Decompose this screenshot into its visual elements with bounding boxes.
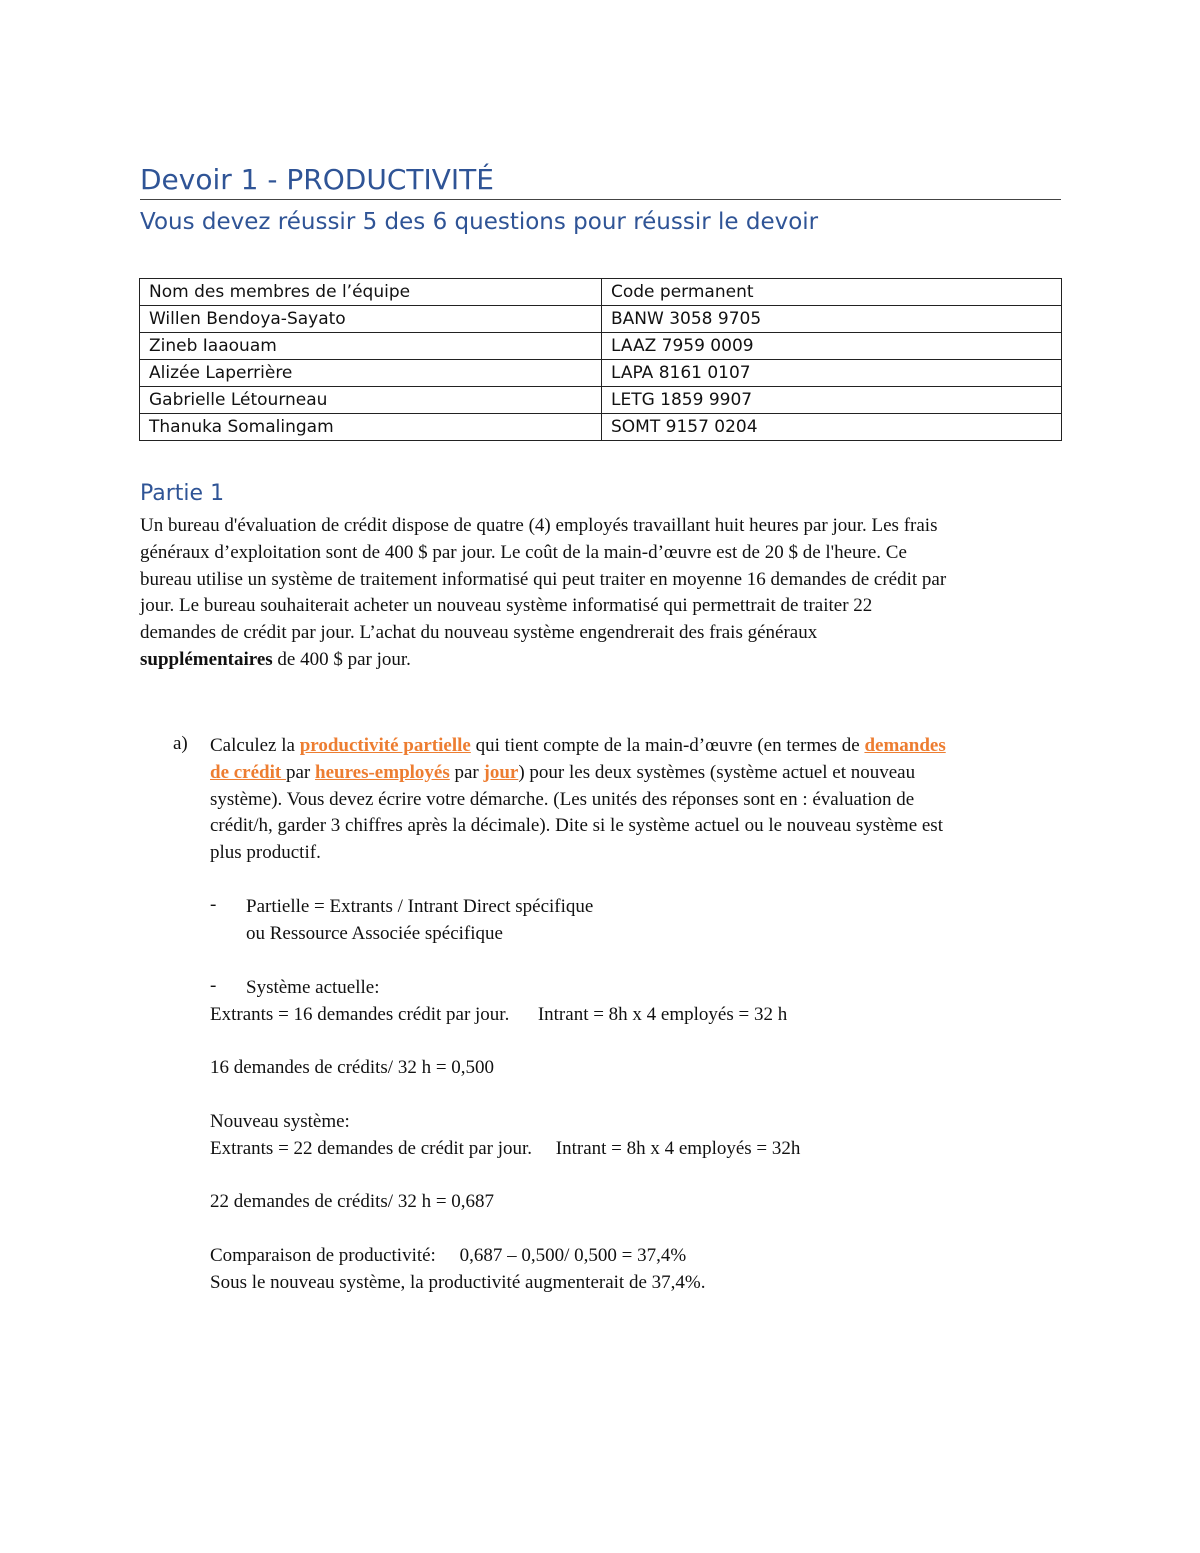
page-subtitle: Vous devez réussir 5 des 6 questions pour réussir le devoir: [140, 209, 819, 235]
table-header-row: [140, 279, 1062, 306]
table-row: [140, 360, 1062, 387]
member-name: Gabrielle Létourneau: [140, 387, 602, 414]
member-name: Thanuka Somalingam: [140, 414, 602, 441]
highlight-demandes: demandes: [864, 735, 946, 756]
conclusion-line: Sous le nouveau système, la productivité augmenterait de 37,4%.: [210, 1272, 706, 1293]
part-1-intro-paragraph: [140, 513, 946, 674]
question-a-marker: a): [173, 733, 188, 754]
intro-line: généraux d’exploitation sont de 400 $ par jour. Le coût de la main-d’œuvre est de 20 $ de l'heure. Ce: [140, 541, 907, 563]
member-code: LAAZ 7959 0009: [602, 333, 1062, 360]
table-header-name: Nom des membres de l’équipe: [140, 279, 602, 306]
member-name: Willen Bendoya-Sayato: [140, 306, 602, 333]
table-row: [140, 414, 1062, 441]
highlight-de-credit: de crédit: [210, 761, 286, 783]
highlight-jour: jour: [483, 761, 519, 783]
systeme-actuel-label: Système actuelle:: [246, 977, 380, 998]
intro-line: jour. Le bureau souhaiterait acheter un nouveau système informatisé qui permettrait de traiter 22: [140, 595, 873, 617]
title-underline: [140, 199, 1061, 200]
question-text-segment: qui tient compte de la main-d’œuvre (en termes de: [470, 735, 865, 756]
member-code: SOMT 9157 0204: [602, 414, 1062, 441]
formula-line: ou Ressource Associée spécifique: [246, 922, 503, 944]
formula-bullet: [246, 894, 593, 948]
table-row: [140, 387, 1062, 414]
question-line: crédit/h, garder 3 chiffres après la décimale). Dite si le système actuel ou le nouveau système est: [210, 815, 943, 837]
formula-line: Partielle = Extrants / Intrant Direct spécifique: [246, 896, 594, 917]
bullet-dash: -: [210, 975, 217, 996]
intro-line: demandes de crédit par jour. L’achat du nouveau système engendrerait des frais généraux: [140, 622, 818, 644]
member-code: LAPA 8161 0107: [602, 360, 1062, 387]
question-line: système). Vous devez écrire votre démarche. (Les unités des réponses sont en : évaluation de: [210, 788, 915, 810]
member-code: BANW 3058 9705: [602, 306, 1062, 333]
actuel-extrants-line: Extrants = 16 demandes crédit par jour. Intrant = 8h x 4 employés = 32 h: [210, 1004, 788, 1025]
question-line: [210, 733, 946, 760]
highlight-heures-employes: heures-employés: [315, 761, 450, 783]
question-text-segment: Calculez la: [210, 735, 300, 756]
question-line: plus productif.: [210, 842, 321, 864]
member-name: Zineb Iaaouam: [140, 333, 602, 360]
question-text-segment: ) pour les deux systèmes (système actuel et nouveau: [518, 761, 916, 783]
comparaison-line: Comparaison de productivité: 0,687 – 0,500/ 0,500 = 37,4%: [210, 1245, 687, 1266]
page-title: Devoir 1 - PRODUCTIVITÉ: [140, 163, 494, 196]
bullet-dash: -: [210, 894, 217, 915]
table-header-code: Code permanent: [602, 279, 1062, 306]
highlight-productivite-partielle: productivité partielle: [299, 735, 471, 756]
intro-bold-word: supplémentaires: [140, 648, 273, 670]
team-members-table: [139, 278, 1062, 441]
question-line: [210, 760, 946, 787]
nouveau-calculation: 22 demandes de crédits/ 32 h = 0,687: [210, 1191, 495, 1212]
nouveau-extrants-line: Extrants = 22 demandes de crédit par jour. Intrant = 8h x 4 employés = 32h: [210, 1138, 801, 1159]
intro-line: Un bureau d'évaluation de crédit dispose de quatre (4) employés travaillant huit heures par jour. Les frais: [140, 515, 938, 536]
question-a-text: [210, 733, 946, 867]
table-row: [140, 306, 1062, 333]
part-1-heading: Partie 1: [140, 481, 225, 506]
nouveau-systeme-label: Nouveau système:: [210, 1111, 350, 1132]
member-name: Alizée Laperrière: [140, 360, 602, 387]
question-text-segment: par: [285, 761, 315, 783]
intro-line: bureau utilise un système de traitement informatisé qui peut traiter en moyenne 16 demandes de crédit par: [140, 568, 947, 590]
question-text-segment: par: [449, 761, 484, 783]
table-row: [140, 333, 1062, 360]
intro-line: [140, 647, 946, 674]
member-code: LETG 1859 9907: [602, 387, 1062, 414]
intro-line-rest: de 400 $ par jour.: [272, 648, 411, 670]
actuel-calculation: 16 demandes de crédits/ 32 h = 0,500: [210, 1057, 495, 1078]
